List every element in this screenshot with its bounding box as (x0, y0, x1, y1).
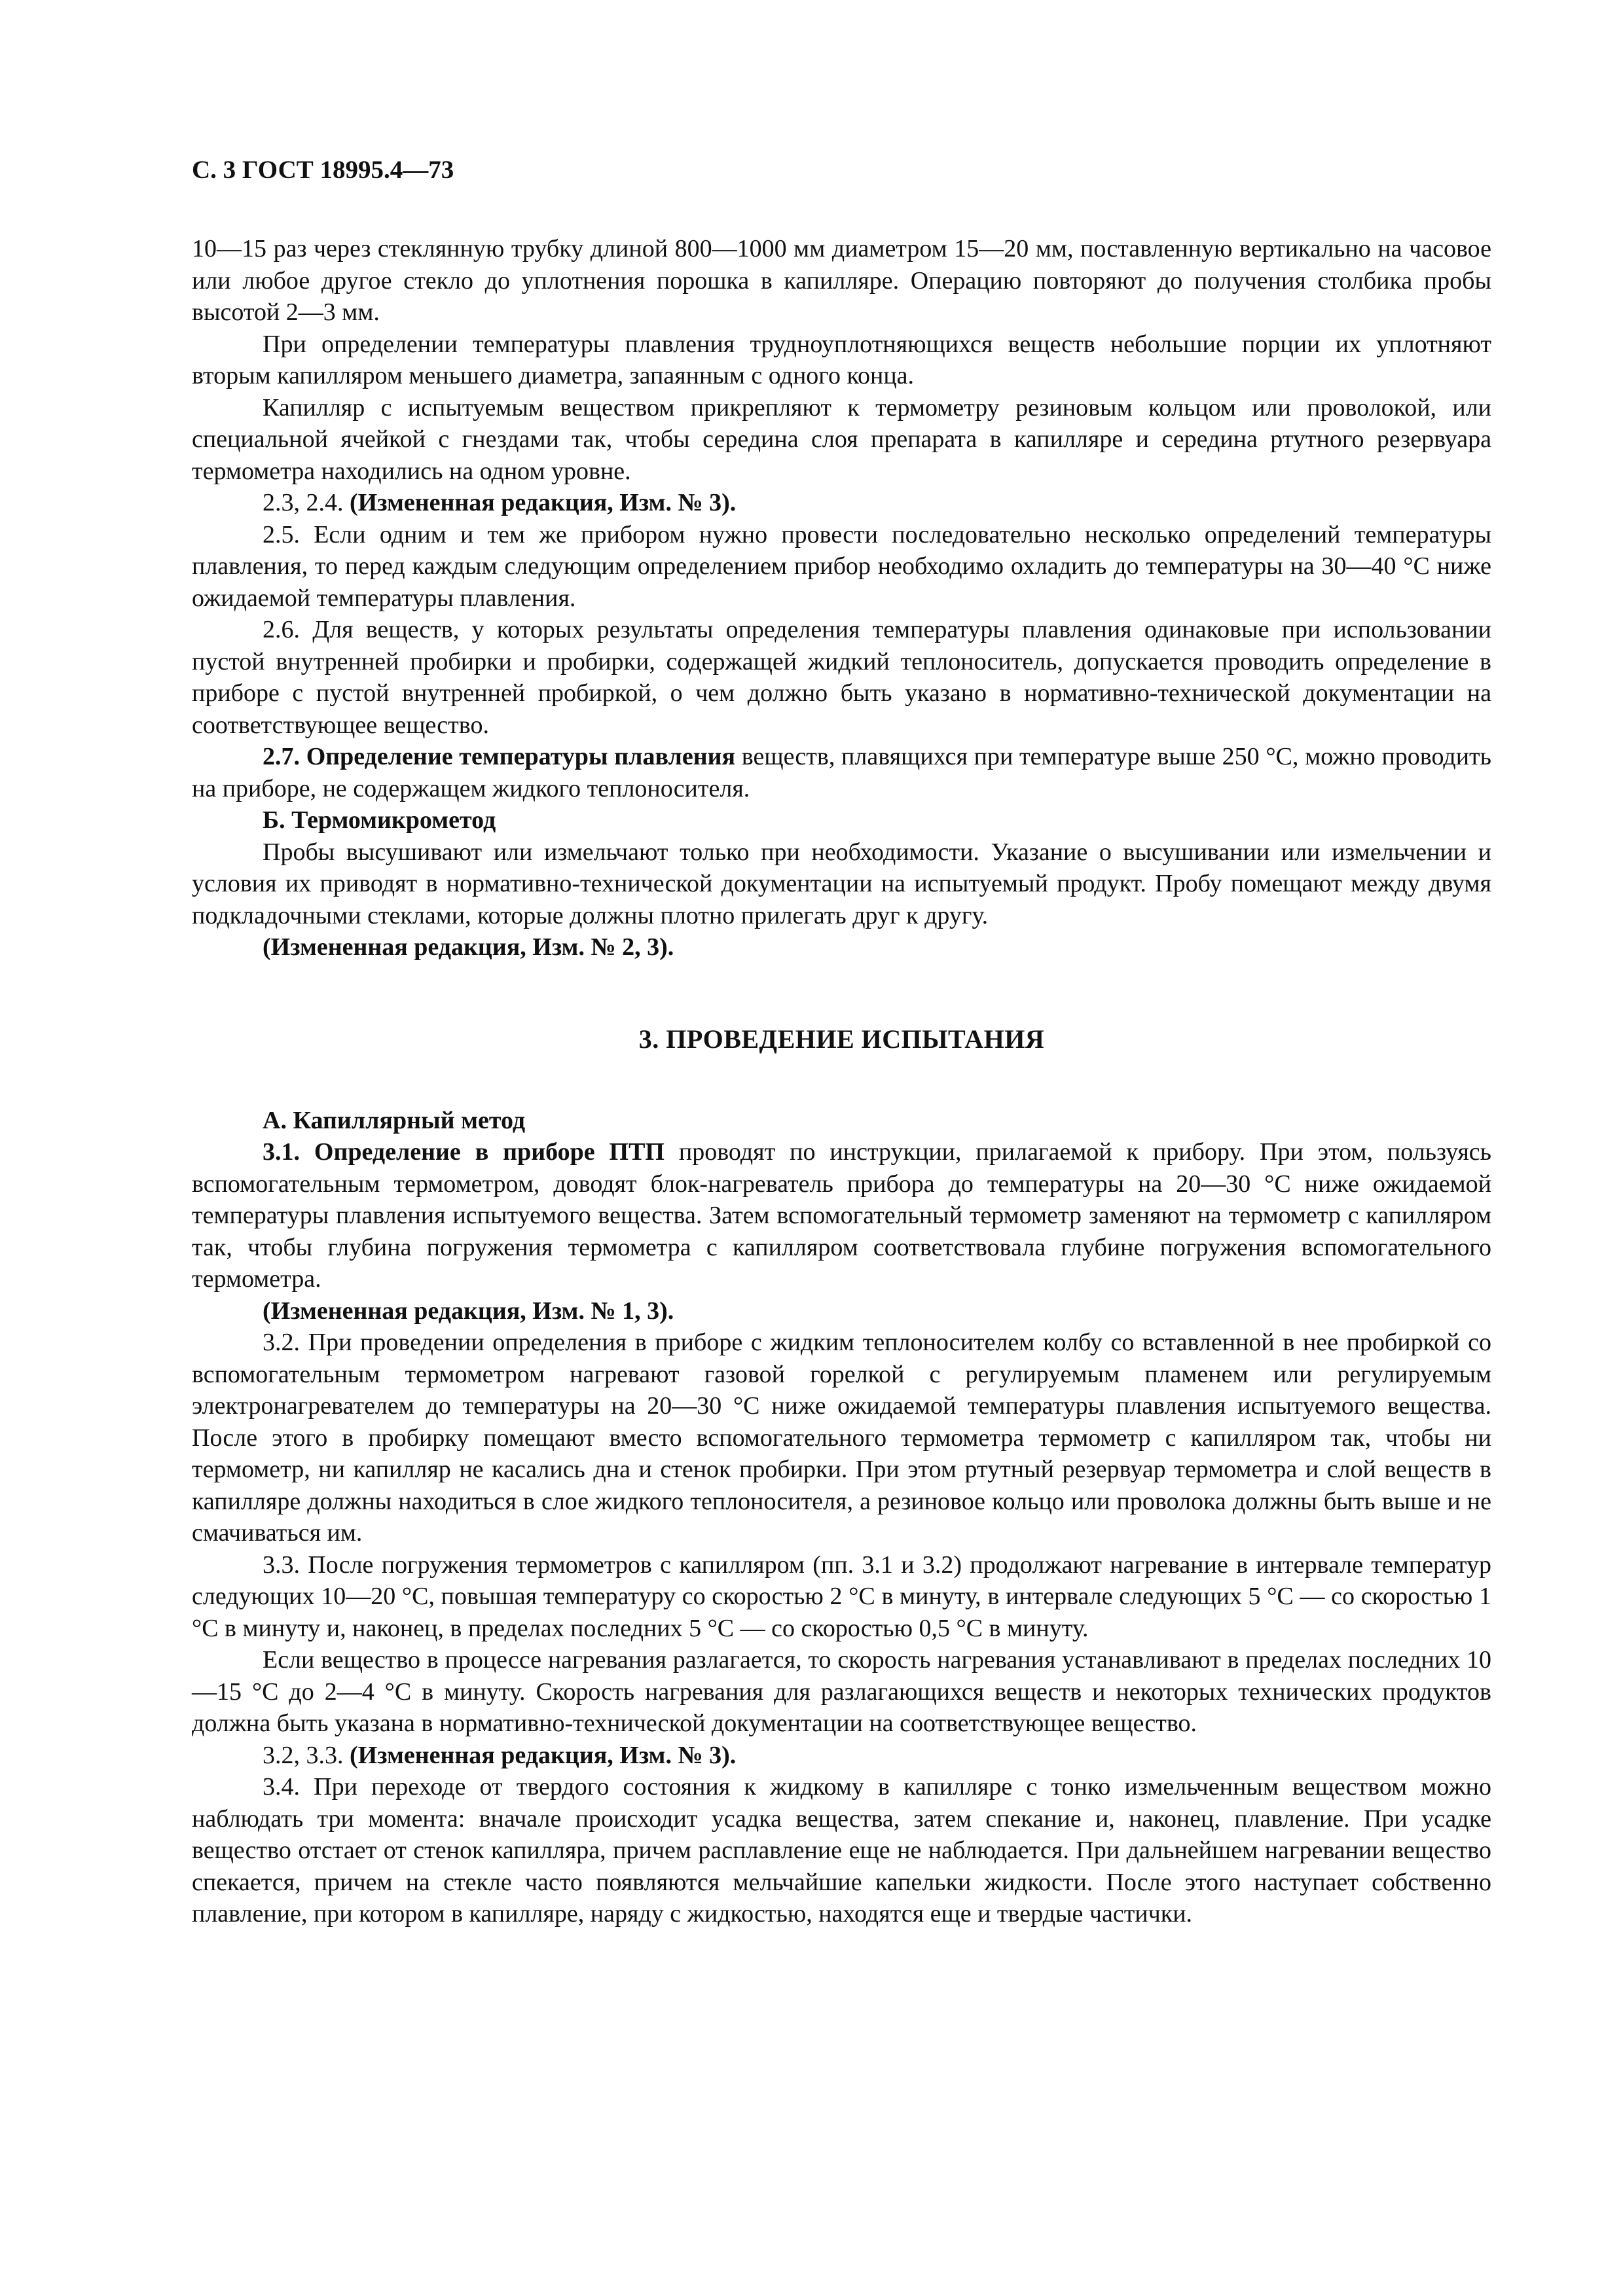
section-title: 3. ПРОВЕДЕНИЕ ИСПЫТАНИЯ (638, 1024, 1045, 1054)
paragraph-3-1 (192, 1136, 1491, 1295)
paragraph-decomposition: Если вещество в процессе нагревания разлагается, то скорость нагревания устанавливают в пределах последних 10—15 °С до 2—4 °С в минуту. Скорость нагревания для разлагающихся веществ и некоторых технических продуктов должна быть указана в нормативно-технической документации на соответствующее вещество. (192, 1646, 1491, 1737)
clause-number: 2.3, 2.4. (263, 489, 344, 516)
amendment-note: (Измененная редакция, Изм. № 1, 3). (263, 1297, 674, 1325)
paragraph-thermomicro: Пробы высушивают или измельчают только при необходимости. Указание о высушивании или измельчении и условия их приводят в нормативно-технической документации на испытуемый продукт. Пробу помещают между двумя подкладочными стеклами, которые должны плотно прилегать друг к другу. (192, 838, 1491, 929)
paragraph-2-5: 2.5. Если одним и тем же прибором нужно провести последовательно несколько определений температуры плавления, то перед каждым следующим определением прибор необходимо охладить до температуры на 30—40 °С ниже ожидаемой температуры плавления. (192, 520, 1491, 612)
subsection-thermomicro: Б. Термомикрометод (263, 806, 496, 834)
paragraph-3-2-3-3 (192, 1740, 1491, 1772)
document-page (192, 154, 1491, 1930)
clause-heading: 3.1. Определение в приборе ПТП (263, 1138, 665, 1166)
clause-number: 3.2, 3.3. (263, 1741, 344, 1769)
amendment-note: (Измененная редакция, Изм. № 2, 3). (263, 933, 674, 961)
clause-text: веществ, плавящихся при температуре выше 250 °С, можно проводить на приборе, не содержащем жидкого теплоносителя. (192, 743, 1491, 802)
paragraph-2-7 (192, 741, 1491, 804)
paragraph-capillary-attachment: Капилляр с испытуемым веществом прикрепляют к термометру резиновым кольцом или проволокой, или специальной ячейкой с гнездами так, чтобы середина слоя препарата в капилляре и середина ртутного резервуара термометра находились на одном уровне. (192, 393, 1491, 485)
amendment-note: (Измененная редакция, Изм. № 3). (350, 489, 737, 516)
paragraph-2-3-2-4 (192, 487, 1491, 519)
amendment-note: (Измененная редакция, Изм. № 3). (350, 1741, 737, 1769)
paragraph-3-3: 3.3. После погружения термометров с капилляром (пп. 3.1 и 3.2) продолжают нагревание в интервале температур следующих 10—20 °С, повышая температуру со скоростью 2 °С в минуту, в интервале следующих 5 °С — со скоростью 1 °С в минуту и, наконец, в пределах последних 5 °С — со скоростью 0,5 °С в минуту. (192, 1551, 1491, 1642)
clause-text: проводят по инструкции, прилагаемой к прибору. При этом, пользуясь вспомогательным термометром, доводят блок-нагреватель прибора до температуры на 20—30 °С ниже ожидаемой температуры плавления испытуемого вещества. Затем вспомогательный термометр заменяют на термометр с капилляром так, чтобы глубина погружения термометра с капилляром соответствовала глубине погружения вспомогательного термометра. (192, 1138, 1491, 1293)
clause-heading: 2.7. Определение температуры плавления (263, 743, 736, 770)
paragraph-hard-compaction: При определении температуры плавления трудноуплотняющихся веществ небольшие порции их уплотняют вторым капилляром меньшего диаметра, запаянным с одного конца. (192, 330, 1491, 389)
subsection-capillary: А. Капиллярный метод (263, 1106, 526, 1134)
paragraph-3-4: 3.4. При переходе от твердого состояния к жидкому в капилляре с тонко измельченным веществом можно наблюдать три момента: вначале происходит усадка вещества, затем спекание и, наконец, плавление. При усадке вещество отстает от стенок капилляра, причем расплавление еще не наблюдается. При дальнейшем нагревании вещество спекается, причем на стекле часто появляются мельчайшие капельки жидкости. После этого наступает собственно плавление, при котором в капилляре, наряду с жидкостью, находятся еще и твердые частички. (192, 1773, 1491, 1928)
paragraph-2-6: 2.6. Для веществ, у которых результаты определения температуры плавления одинаковые при использовании пустой внутренней пробирки и пробирки, содержащей жидкий теплоноситель, допускается проводить определение в приборе с пустой внутренней пробиркой, о чем должно быть указано в нормативно-технической документации на соответствующее вещество. (192, 616, 1491, 739)
paragraph-continuation: 10—15 раз через стеклянную трубку длиной 800—1000 мм диаметром 15—20 мм, поставленную вертикально на часовое или любое другое стекло до уплотнения порошка в капилляре. Операцию повторяют до получения столбика пробы высотой 2—3 мм. (192, 235, 1491, 326)
paragraph-3-2: 3.2. При проведении определения в приборе с жидким теплоносителем колбу со вставленной в нее пробиркой со вспомогательным термометром нагревают газовой горелкой с регулируемым пламенем или регулируемым электронагревателем до температуры на 20—30 °С ниже ожидаемой температуры плавления испытуемого вещества. После этого в пробирку помещают вместо вспомогательного термометра термометр с капилляром так, чтобы ни термометр, ни капилляр не касались дна и стенок пробирки. При этом ртутный резервуар термометра и слой веществ в капилляре должны находиться в слое жидкого теплоносителя, а резиновое кольцо или проволока должны быть выше и не смачиваться им. (192, 1329, 1491, 1547)
page-header: С. 3 ГОСТ 18995.4—73 (192, 156, 454, 184)
